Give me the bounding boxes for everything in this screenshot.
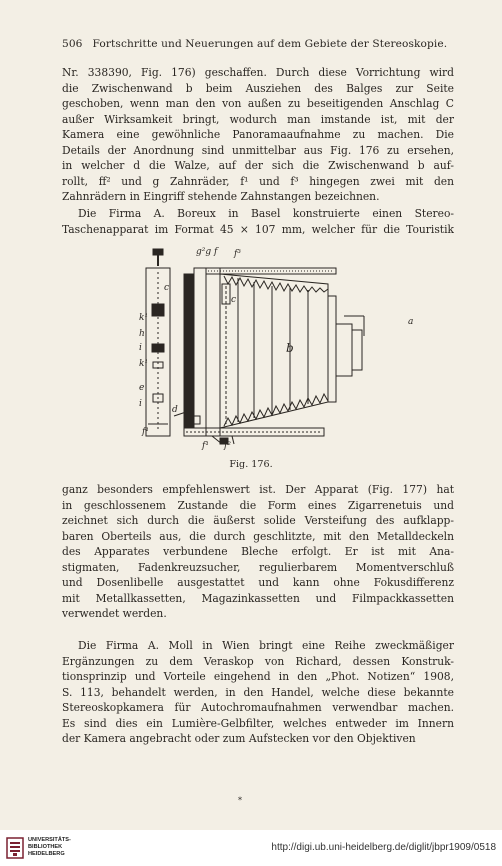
winding-knob	[153, 249, 163, 255]
label-a: a	[408, 317, 414, 327]
page-mark: *	[238, 796, 242, 805]
front-frame	[184, 274, 194, 428]
figure-caption: Fig. 176.	[229, 459, 273, 470]
label-i-top: i	[139, 343, 142, 353]
figure-176	[138, 244, 442, 450]
text-line: des Apparates verbundene Bleche erfolgt. Er ist mit Ana-	[62, 545, 454, 559]
label-g2gf: g²g f	[196, 247, 218, 257]
text-line: in geschlossenem Zustande die Form eines Zigarrenetuis und	[62, 498, 454, 512]
text-line: Ergänzungen zu dem Veraskop von Richard, dessen Konstruk-	[62, 654, 454, 668]
label-i-bottom: i	[139, 399, 142, 409]
text-line: außer Wirksamkeit bringt, wodurch man imstande ist, mit der	[62, 112, 454, 126]
label-c-inner: c	[231, 295, 237, 305]
label-d: d	[172, 405, 178, 415]
text-line: die Zwischenwand b beim Ausziehen des Balges zur Seite	[62, 81, 454, 95]
camera-diagram	[138, 244, 442, 450]
text-line: baren Oberteils aus, die durch geschlitzte, mit den Metalldeckeln	[62, 529, 454, 543]
text-line: Details der Anordnung sind unmittelbar aus Fig. 176 zu ersehen,	[62, 143, 454, 157]
library-name-line: HEIDELBERG	[28, 851, 65, 857]
paragraph-4	[62, 638, 454, 747]
text-line: ganz besonders empfehlenswert ist. Der Apparat (Fig. 177) hat	[62, 483, 454, 496]
label-c-left: c	[164, 283, 170, 293]
paragraph-2	[62, 206, 454, 237]
running-header	[62, 38, 454, 50]
running-title: Fortschritte und Neuerungen auf dem Gebiete der Stereoskopie.	[92, 38, 448, 50]
library-name-line: UNIVERSITÄTS-	[28, 837, 71, 843]
text-line: Nr. 338390, Fig. 176) geschaffen. Durch diese Vorrichtung wird	[62, 66, 454, 79]
label-b: b	[286, 341, 294, 355]
text-line: Die Firma A. Moll in Wien bringt eine Reihe zweckmäßiger	[78, 639, 454, 652]
label-f1-bottom: f¹	[202, 441, 209, 450]
label-f1-left: f¹	[142, 427, 149, 437]
page-number: 506	[62, 38, 83, 50]
label-k1-top: k¹	[139, 313, 149, 323]
text-line: stigmaten, Fadenkreuzsucher, regulierbarem Momentverschluß	[62, 560, 454, 574]
label-e: e	[139, 383, 145, 393]
label-k1-bottom: k¹	[139, 359, 149, 369]
text-line: Kamera eine gewöhnliche Panoramaaufnahme zu machen. Die	[62, 128, 454, 142]
footer-bar	[0, 830, 502, 866]
lens-barrel	[336, 324, 352, 376]
library-name	[28, 837, 71, 858]
text-line: geschoben, wenn man den von außen zu beseitigenden Anschlag C	[62, 97, 454, 111]
library-seal-icon	[6, 837, 24, 859]
paragraph-3	[62, 482, 454, 622]
text-line: Taschenapparat im Format 45 × 107 mm, welcher für die Touristik	[62, 222, 454, 236]
label-f2: f²	[224, 441, 231, 450]
text-line: Es sind dies ein Lumière-Gelbfilter, welches entweder im Innern	[62, 716, 454, 730]
text-line: S. 113, behandelt werden, in den Handel, welche diese bekannte	[62, 685, 454, 699]
text-line: rollt, ff² und g Zahnräder, f¹ und f³ hingegen zwei mit den	[62, 174, 454, 188]
paragraph-1	[62, 65, 454, 205]
text-line: zeichnet sich durch die äußerst solide Versteifung des aufklapp-	[62, 514, 454, 528]
text-line: in welcher d die Walze, auf der sich die Zwischenwand b auf-	[62, 159, 454, 173]
permalink-url[interactable]: http://digi.ub.uni-heidelberg.de/diglit/jbpr1909/0518	[271, 842, 496, 853]
text-line: verwendet werden.	[62, 607, 167, 621]
text-line: tionsprinzip und Vorteile eingehend in den „Phot. Notizen“ 1908,	[62, 670, 454, 684]
text-line: Die Firma A. Boreux in Basel konstruierte einen Stereo-	[78, 207, 454, 220]
text-line: der Kamera angebracht oder zum Aufstecken vor den Objektiven	[62, 732, 416, 746]
text-line: Zahnrädern in Eingriff stehende Zahnstangen bezeichnen.	[62, 190, 380, 204]
lens-board	[194, 268, 206, 428]
text-line: Stereoskopkamera für Autochromaufnahmen verwendbar machen.	[62, 701, 454, 715]
text-line: mit Metallkassetten, Magazinkassetten und Filmpackkassetten	[62, 591, 454, 605]
library-name-line: BIBLIOTHEK	[28, 844, 63, 850]
text-line: und Dosenlibelle ausgestattet und kann ohne Fokusdifferenz	[62, 576, 454, 590]
label-h: h	[139, 329, 145, 339]
label-f3: f³	[234, 249, 241, 259]
